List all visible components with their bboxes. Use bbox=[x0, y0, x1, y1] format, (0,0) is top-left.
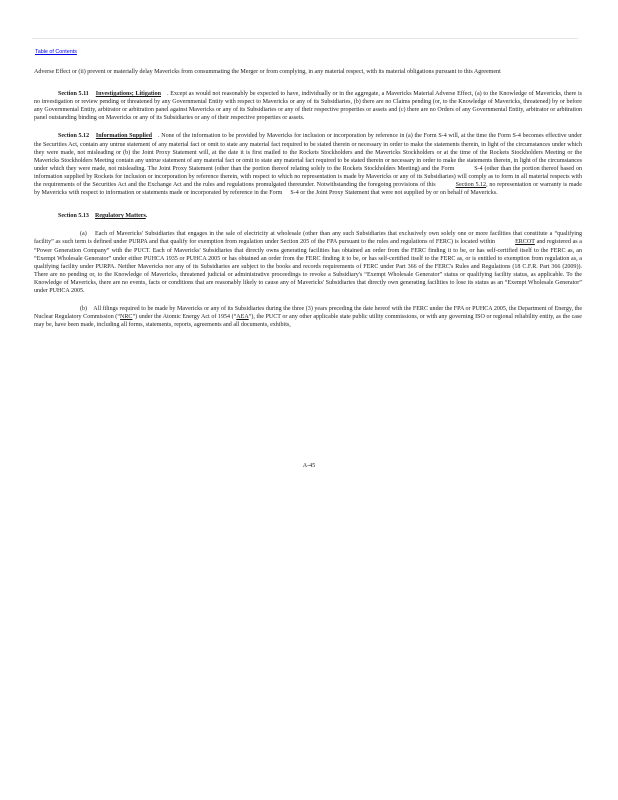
document-body bbox=[34, 68, 582, 329]
section-5-13-title: Regulatory Matters bbox=[94, 213, 146, 220]
section-5-13-a-text-2: and registered as a “Power Generation Company” with the PUCT. Each of Mavericks' Subsidiaries that directly owns generating facilities has obtained an order from the FERC finding it to be, or has self-certified itself to the FERC as, an “Exempt Wholesale Generator” under either PUHCA 1935 or PUHCA 2005 or has obtained an order from the FERC finding it to be, or has self-certified itself to the FERC as, or is entitled to exemption from regulation as, a qualifying facility under PURPA. Neither Mavericks nor any of its Subsidiaries are subject to the books and records requirements of FERC under Part 366 of the FERC's Rules and Regulations (18 C.F.R. Part 366 (2009)). There are no pending or, to the Knowledge of Mavericks, threatened judicial or administrative proceedings to revoke a Subsidiary's “Exempt Wholesale Generator” status or qualifying facility status, as applicable. To the Knowledge of Mavericks, there are no events, facts or conditions that are reasonably likely to cause any of Mavericks' Subsidiaries that directly own generating facilities to lose its status as an “Exempt Wholesale Generator” under PUHCA 2005. bbox=[34, 239, 582, 294]
section-5-13-a-label: (a) bbox=[80, 231, 87, 238]
section-5-12-number: Section 5.12 bbox=[58, 133, 90, 140]
section-5-12-crossref-link[interactable]: Section 5.12 bbox=[455, 182, 487, 189]
section-5-13-b-label: (b) bbox=[80, 306, 88, 313]
ercot-defined-term: ERCOT bbox=[515, 239, 535, 246]
aea-defined-term: AEA bbox=[236, 314, 249, 321]
nrc-defined-term: NRC bbox=[120, 314, 133, 321]
section-5-13-b-text-3: ”), the PUCT or any other applicable state public utility commissions, or with any governing ISO or regional reliability entity, as the case may be, have been made, including all forms, statements, reports, agreements and all documents, exhibits, bbox=[34, 314, 582, 329]
section-5-12-text-d: S-4 or the Joint Proxy Statement that were not supplied by or on behalf of Mavericks. bbox=[290, 190, 498, 197]
intro-paragraph: Adverse Effect or (ii) prevent or materially delay Mavericks from consummating the Merger or from complying, in any material respect, with its material obligations pursuant to this Agreement bbox=[34, 69, 501, 75]
section-5-12-title: Information Supplied bbox=[95, 133, 153, 140]
section-5-11-title: Investigations; Litigation bbox=[95, 91, 161, 98]
section-5-13-a-paragraph bbox=[34, 230, 582, 295]
section-5-13-number: Section 5.13 bbox=[58, 213, 89, 220]
section-5-11-number: Section 5.11 bbox=[58, 91, 89, 98]
section-5-12-text-c: , no representation or warranty is made by Mavericks with respect to information or statements made or incorporated by reference in the Form bbox=[34, 182, 582, 197]
section-5-11-text: . Except as would not reasonably be expected to have, individually or in the aggregate, a Mavericks Material Adverse Effect, (a) to the Knowledge of Mavericks, there is no investigation or review pending or threatened by any Governmental Entity with respect to Mavericks or any of its Subsidiaries, (b) there are no Claims pending (or, to the Knowledge of Mavericks, threatened) by or before any Governmental Entity, arbitrator or arbitration panel against Mavericks or any of its Subsidiaries or any of their respective properties or assets and (c) there are no Orders of any Governmental Entity, arbitrator or arbitration panel outstanding binding on Mavericks or any of its Subsidiaries or any of their respective properties or assets. bbox=[34, 91, 583, 122]
section-5-13-a-text-1: Each of Mavericks' Subsidiaries that engages in the sale of electricity at wholesale (other than any such Subsidiaries that exclusively own solely one or more facilities that constitute a “qualifying facility” as such term is defined under PURPA and that qualify for exemption from regulation under Section 205 of the FPA pursuant to the rules and regulations of FERC) is located within bbox=[34, 231, 582, 246]
section-5-12-text-a: . None of the information to be provided by Mavericks for inclusion or incorporation by reference in (a) the Form S-4 will, at the time the Form S-4 becomes effective under the Securities Act, contain any untrue statement of any material fact or omit to state any material fact required to be stated therein or necessary in order to make the statements therein, in light of the circumstances under which they were made, not misleading or (b) the Joint Proxy Statement will, at the date it is first mailed to the Rockets Stockholders and the Mavericks Stockholders or at the time of the Rockets Stockholders Meeting or the Mavericks Stockholders Meeting contain any untrue statement of any material fact or omit to state any material fact required to be stated therein or necessary in order to make the statements therein, in light of the circumstances under which they were made, not misleading. The Joint Proxy Statement (other than the portion thereof relating solely to the Rockets Stockholders Meeting) and the Form bbox=[34, 133, 582, 172]
section-5-13-heading-period: . bbox=[145, 213, 148, 220]
section-5-13-b-paragraph bbox=[34, 305, 582, 329]
page-number: A-45 bbox=[302, 463, 316, 469]
table-of-contents-link[interactable]: Table of Contents bbox=[35, 49, 77, 55]
section-5-13-b-text-2: ”) under the Atomic Energy Act of 1954 (“ bbox=[132, 314, 237, 321]
header-divider bbox=[32, 38, 578, 39]
section-5-13-b-text-1: All filings required to be made by Mavericks or any of its Subsidiaries during the three (3) years preceding the date hereof with the FERC under the FPA or PUHCA 2005, the Department of Energy, the Nuclear Regulatory Commission (“ bbox=[34, 306, 583, 321]
section-5-13-heading bbox=[34, 212, 582, 220]
section-5-12-text-b: S-4 (other than the portion thereof based on information supplied by Rockets for inclusion or incorporation by reference therein, with respect to which no representation is made by Mavericks or any of its Subsidiaries) will comply as to form in all material respects with the requirements of the Securities Act and the Exchange Act and the rules and regulations promulgated thereunder. Notwithstanding the foregoing provisions of this bbox=[34, 165, 582, 189]
section-5-11-paragraph bbox=[34, 90, 582, 122]
section-5-12-paragraph bbox=[34, 132, 582, 197]
